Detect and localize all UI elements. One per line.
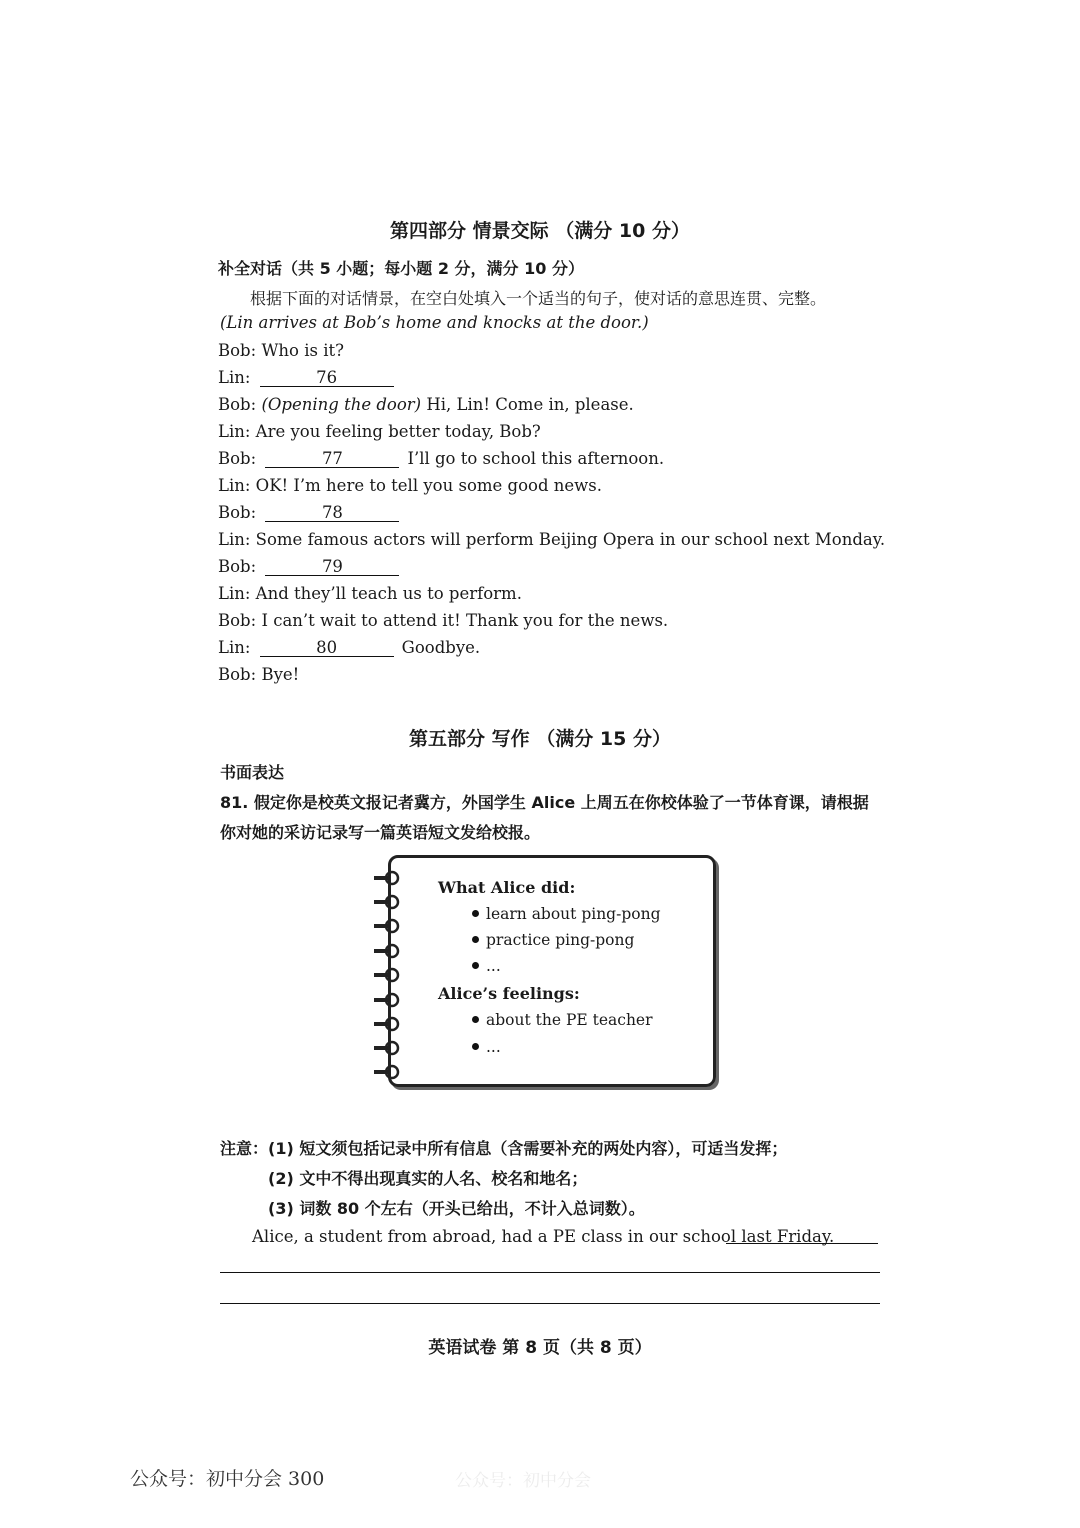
dialogue-line: Bob: Bye! (218, 665, 300, 684)
spiral-ring-icon (372, 1040, 402, 1056)
dialogue-line: Lin: Are you feeling better today, Bob? (218, 422, 541, 441)
page-footer: 英语试卷 第 8 页（共 8 页） (428, 1338, 652, 1358)
bullet-icon (472, 936, 479, 943)
bullet-icon (472, 1043, 479, 1050)
spiral-ring-icon (372, 967, 402, 983)
part4-subtitle: 补全对话（共 5 小题；每小题 2 分，满分 10 分） (218, 259, 584, 278)
dialogue-line: Bob: I can’t wait to attend it! Thank you for the news. (218, 611, 669, 630)
spiral-ring-icon (372, 894, 402, 910)
bullet-icon (472, 1016, 479, 1023)
note-2: (2) 文中不得出现真实的人名、校名和地名； (268, 1169, 588, 1188)
dialogue-line: Lin: OK! I’m here to tell you some good news. (218, 476, 602, 495)
spiral-ring-icon (372, 870, 402, 886)
essay-answer-line[interactable] (726, 1243, 878, 1244)
essay-answer-line[interactable] (220, 1272, 880, 1273)
dialogue-line: Lin: 80 Goodbye. (218, 638, 481, 657)
part4-instruction: 根据下面的对话情景，在空白处填入一个适当的句子，使对话的意思连贯、完整。 (250, 289, 827, 308)
dialogue-line: Bob: (Opening the door) Hi, Lin! Come in, please. (218, 395, 634, 414)
dialogue-line: Lin: And they’ll teach us to perform. (218, 584, 522, 603)
bullet-icon (472, 962, 479, 969)
bullet-icon (472, 910, 479, 917)
dialogue-line: Bob: 78 (218, 503, 407, 522)
notebook-heading-did: What Alice did: (438, 878, 576, 897)
answer-blank-77[interactable]: 77 (265, 450, 399, 468)
answer-blank-79[interactable]: 79 (265, 558, 399, 576)
scene-description: (Lin arrives at Bob’s home and knocks at the door.) (220, 313, 649, 332)
dialogue-line: Lin: 76 (218, 368, 402, 387)
answer-blank-76[interactable]: 76 (260, 369, 394, 387)
part4-title: 第四部分 情景交际 （满分 10 分） (390, 220, 690, 242)
spiral-ring-icon (372, 943, 402, 959)
notebook-item: practice ping-pong (472, 931, 634, 949)
essay-opening-sentence: Alice, a student from abroad, had a PE class in our school last Friday. (252, 1227, 835, 1246)
dialogue-line: Bob: 79 (218, 557, 407, 576)
watermark-faint: 公众号：初中分会 (455, 1471, 591, 1491)
note-1: 注意：(1) 短文须包括记录中所有信息（含需要补充的两处内容），可适当发挥； (220, 1139, 788, 1158)
part5-title: 第五部分 写作 （满分 15 分） (409, 728, 671, 750)
part5-subtitle: 书面表达 (220, 763, 285, 782)
watermark-account-label: 公众号：初中分会 300 (130, 1468, 325, 1490)
spiral-ring-icon (372, 1064, 402, 1080)
spiral-ring-icon (372, 1016, 402, 1032)
question-81-line1: 81. 假定你是校英文报记者冀方，外国学生 Alice 上周五在你校体验了一节体育课，请根据 (220, 793, 869, 812)
notebook-item: learn about ping-pong (472, 905, 661, 923)
dialogue-line: Bob: 77 I’ll go to school this afternoon. (218, 449, 665, 468)
notebook-heading-feelings: Alice’s feelings: (438, 984, 580, 1003)
essay-answer-line[interactable] (220, 1303, 880, 1304)
note-3: (3) 词数 80 个左右（开头已给出，不计入总词数）。 (268, 1199, 645, 1218)
question-81-line2: 你对她的采访记录写一篇英语短文发给校报。 (220, 823, 541, 842)
dialogue-line: Bob: Who is it? (218, 341, 344, 360)
answer-blank-78[interactable]: 78 (265, 504, 399, 522)
spiral-ring-icon (372, 918, 402, 934)
spiral-ring-icon (372, 992, 402, 1008)
notebook-item: ... (472, 1038, 501, 1056)
notebook-item: about the PE teacher (472, 1011, 653, 1029)
notebook-item: ... (472, 957, 501, 975)
dialogue-line: Lin: Some famous actors will perform Beijing Opera in our school next Monday. (218, 530, 886, 549)
answer-blank-80[interactable]: 80 (260, 639, 394, 657)
